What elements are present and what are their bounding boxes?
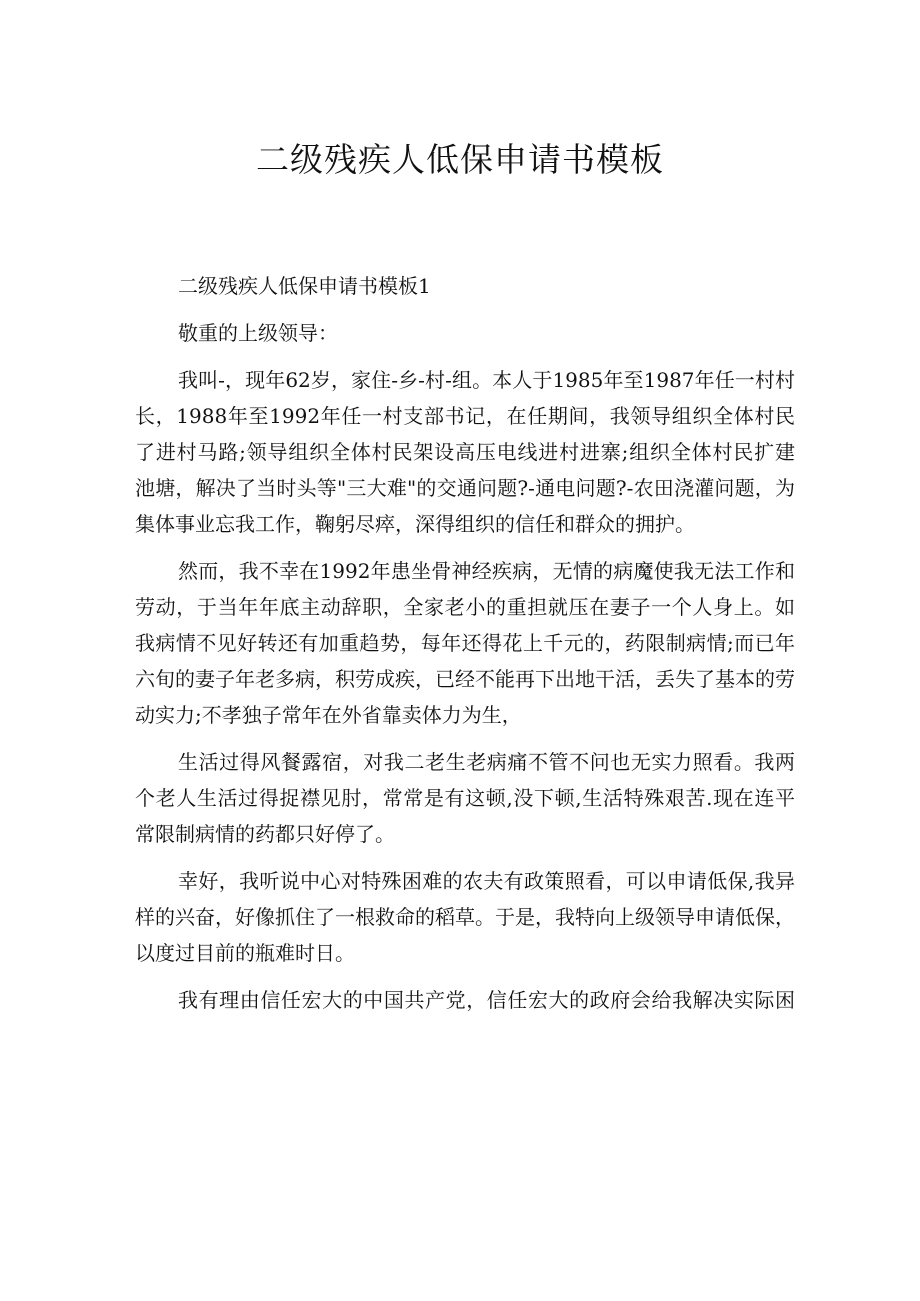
paragraph-line: 我叫-，现年62岁，家住-乡-村-组。本人于1985年至1987年任一村村 <box>178 368 795 392</box>
paragraph-line: 长，1988年至1992年任一村支部书记，在任期间，我领导组织全体村民 <box>135 404 795 428</box>
paragraph-line: 了进村马路;领导组织全体村民架设高压电线进村进寨;组织全体村民扩建 <box>135 440 795 464</box>
paragraph-salutation <box>135 315 795 351</box>
paragraph-body <box>135 863 795 971</box>
paragraph-line: 然而，我不幸在1992年患坐骨神经疾病，无情的病魔使我无法工作和 <box>178 559 795 583</box>
paragraph-line: 生活过得风餐露宿，对我二老生老病痛不管不问也无实力照看。我两 <box>178 750 795 774</box>
paragraph-body <box>135 982 795 1018</box>
paragraph-body <box>135 744 795 852</box>
paragraph-line: 个老人生活过得捉襟见肘，常常是有这顿,没下顿,生活特殊艰苦.现在连平 <box>135 786 795 810</box>
paragraph-line: 幸好，我听说中心对特殊困难的农夫有政策照看，可以申请低保,我异 <box>178 869 795 893</box>
paragraph-line: 劳动，于当年年底主动辞职，全家老小的重担就压在妻子一个人身上。如 <box>135 595 795 619</box>
paragraph-line: 我病情不见好转还有加重趋势，每年还得花上千元的，药限制病情;而已年 <box>135 631 795 655</box>
paragraph-line: 六旬的妻子年老多病，积劳成疾，已经不能再下出地干活，丢失了基本的劳 <box>135 667 795 691</box>
document-body <box>135 268 795 1018</box>
paragraph-line: 二级残疾人低保申请书模板1 <box>178 274 431 298</box>
document-title: 二级残疾人低保申请书模板 <box>256 140 664 179</box>
paragraph-line: 动实力;不孝独子常年在外省靠卖体力为生， <box>135 703 522 727</box>
paragraph-line: 池塘，解决了当时头等"三大难"的交通问题?-通电问题?-农田浇灌问题，为 <box>135 476 795 500</box>
paragraph-line: 敬重的上级领导： <box>178 321 338 345</box>
paragraph-subtitle <box>135 268 795 304</box>
paragraph-line: 集体事业忘我工作，鞠躬尽瘁，深得组织的信任和群众的拥护。 <box>135 512 695 536</box>
paragraph-line: 常限制病情的药都只好停了。 <box>135 822 395 846</box>
paragraph-line: 以度过目前的瓶难时日。 <box>135 941 355 965</box>
paragraph-line: 样的兴奋，好像抓住了一根救命的稻草。于是，我特向上级领导申请低保， <box>135 905 795 929</box>
paragraph-body <box>135 362 795 542</box>
paragraph-line: 我有理由信任宏大的中国共产党，信任宏大的政府会给我解决实际困 <box>178 988 795 1012</box>
paragraph-body <box>135 553 795 733</box>
